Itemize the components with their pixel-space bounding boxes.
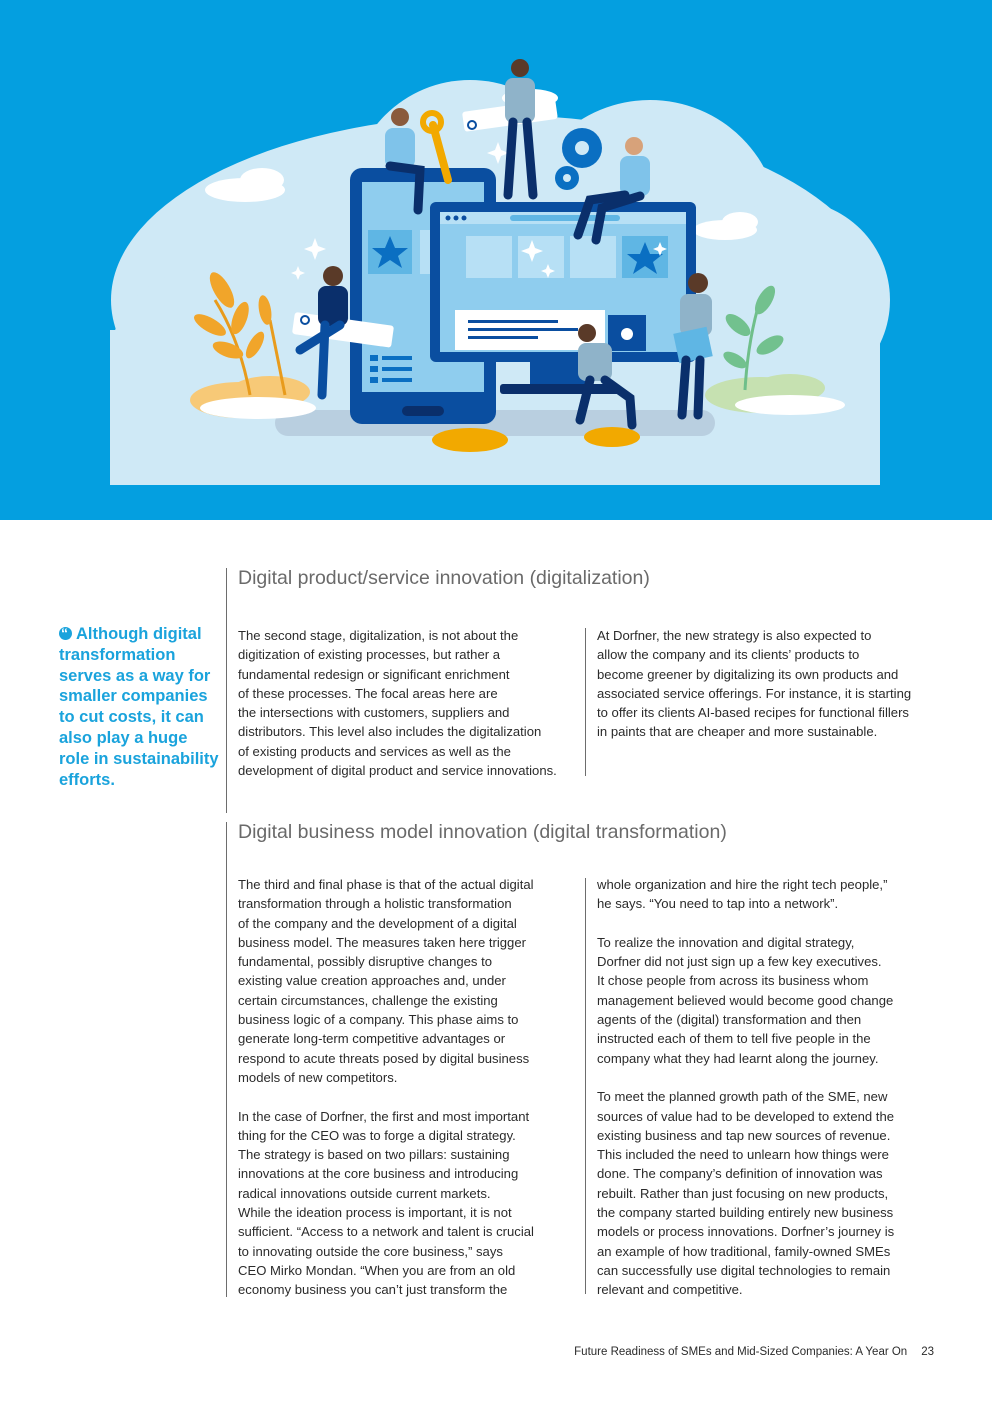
paragraph: To realize the innovation and digital strategy, Dorfner did not just sign up a few key executives. It chose people from across its business whom management believed would become good change agents of the (digital) transformation and then instructed each of them to tell five people in the company what they had learnt along the journey. [597, 934, 894, 1066]
paragraph: The second stage, digitalization, is not about the digitization of existing processes, but rather a fundamental redesign or significant enrichment of these processes. The focal areas here are the intersections with customers, suppliers and distributors. This level also includes the digitalization of existing products and services as well as the development of digital product and service innovations. [238, 628, 557, 779]
pull-quote-text: Although digital transformation serves as a way for smaller companies to cut costs, it can also play a huge role in sustainability efforts. [59, 625, 219, 789]
paragraph: whole organization and hire the right tech people,” he says. “You need to tap into a network”. [597, 877, 888, 912]
footer-title: Future Readiness of SMEs and Mid-Sized Companies: [574, 1346, 853, 1358]
pull-quote [59, 624, 219, 790]
paragraph: In the case of Dorfner, the first and most important thing for the CEO was to forge a digital strategy. The strategy is based on two pillars: sustaining innovations at the core business and introducing radical innovations outside current markets. While the ideation process is important, it is not sufficient. “Access to a network and talent is crucial to innovating outside the core business,” says CEO Mirko Mondan. “When you are from an old economy business you can’t just transform the [238, 1108, 534, 1298]
section2-column-left [238, 875, 578, 1300]
page-footer [574, 1346, 934, 1358]
paragraph: The third and final phase is that of the actual digital transformation through a holistic transformation of the company and the development of a digital business model. The measures taken here trigger fundamental, possibly disruptive changes to existing value creation approaches and, under certain circumstances, challenge the existing business logic of a company. This phase aims to generate long-term competitive advantages or respond to acute threats posed by digital business models of new competitors. [238, 877, 534, 1085]
digital-team-illustration [0, 0, 992, 520]
paragraph: At Dorfner, the new strategy is also expected to allow the company and its clients’ products to become greener by digitalizing its own products and associated service offerings. For instance, it is starting to offer its clients AI-based recipes for functional fillers in paints that are cheaper and more sustainable. [597, 628, 912, 740]
section1-column-left [238, 626, 578, 780]
section1-column-right [597, 626, 937, 742]
section1-column-rule [585, 628, 586, 776]
section2-column-right [597, 875, 937, 1300]
section1-left-rule [226, 568, 227, 813]
section2-column-rule [585, 878, 586, 1294]
page-number: 23 [921, 1346, 934, 1358]
footer-title-rest: A Year On [852, 1346, 908, 1358]
section2-heading: Digital business model innovation (digital transformation) [238, 821, 727, 843]
section1-heading: Digital product/service innovation (digitalization) [238, 567, 650, 589]
paragraph: To meet the planned growth path of the SME, new sources of value had to be developed to extend the existing business and tap new sources of revenue. This included the need to unlearn how things were done. The company’s definition of innovation was rebuilt. Rather than just focusing on new products, the company started building entirely new business models or process innovations. Dorfner’s journey is an example of how traditional, family-owned SMEs can successfully use digital technologies to remain relevant and competitive. [597, 1089, 895, 1298]
quote-icon [59, 627, 72, 640]
hero-illustration [0, 0, 992, 520]
section2-left-rule [226, 822, 227, 1297]
